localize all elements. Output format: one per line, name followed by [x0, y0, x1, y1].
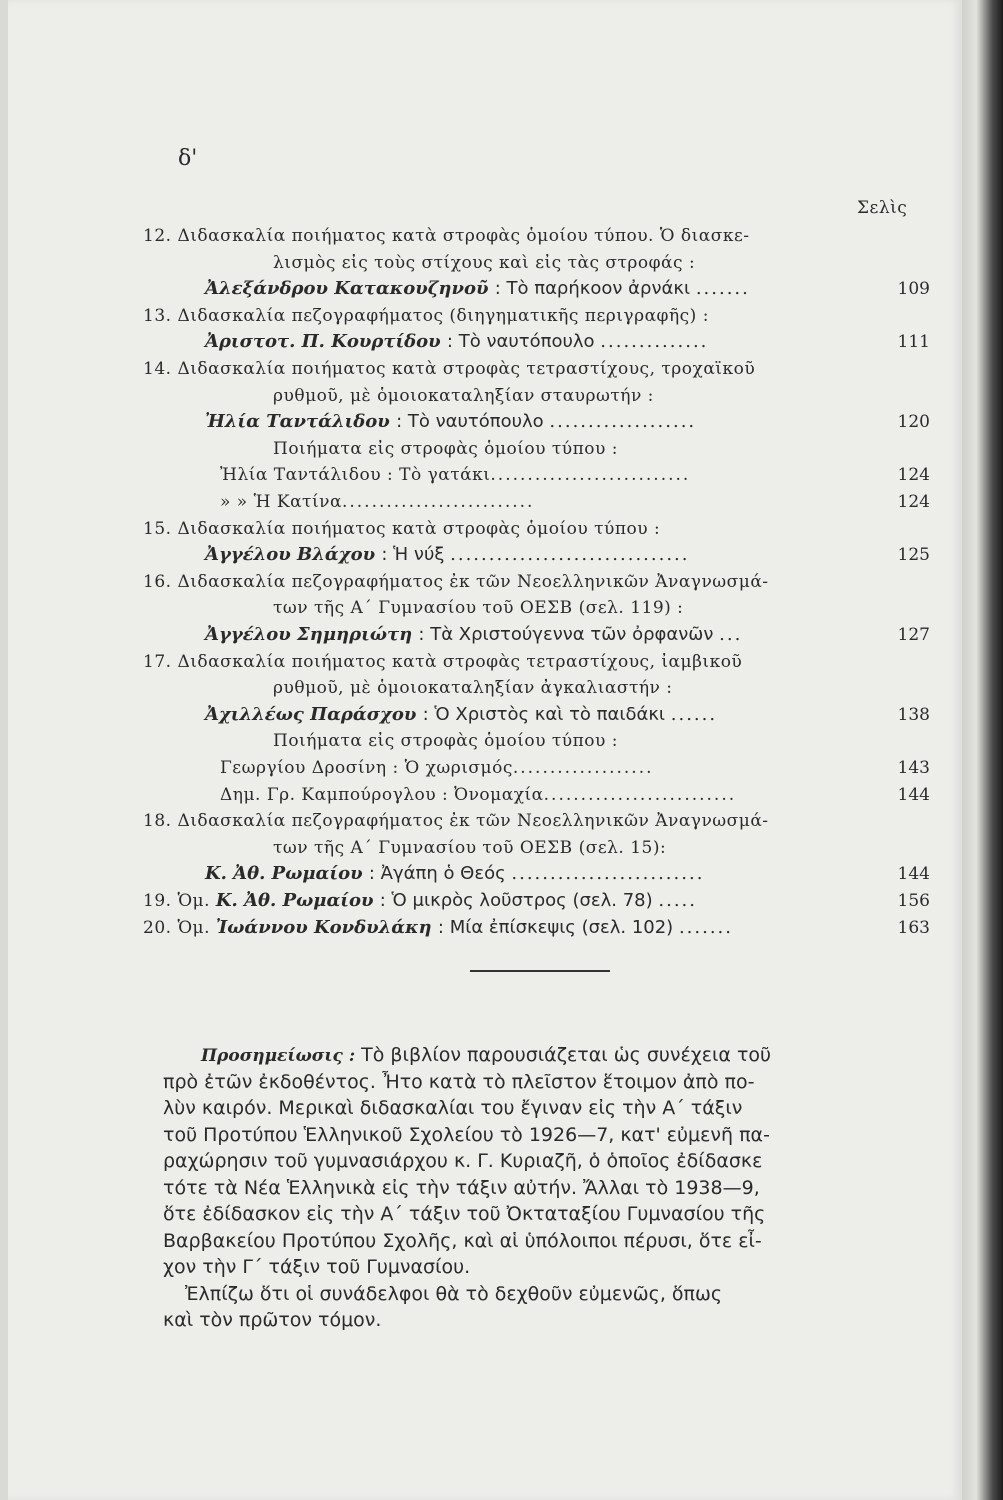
- toc-row: [205, 863, 704, 885]
- toc-title: : Μία ἐπίσκεψις (σελ. 102): [437, 916, 679, 938]
- leader-dots: ..............: [600, 331, 709, 353]
- toc-row: [143, 917, 733, 939]
- toc-row: [205, 624, 742, 646]
- toc-title: : Ἀγάπη ὁ Θεός: [368, 863, 512, 885]
- toc-row: [205, 331, 708, 353]
- preface-line: χον τὴν Γ΄ τάξιν τοῦ Γυμνασίου.: [163, 1256, 471, 1278]
- toc-page-number: 120: [897, 412, 930, 433]
- toc-entry-heading: 14. Διδασκαλία ποιήματος κατὰ στροφὰς τετραστίχους, τροχαϊκοῦ: [143, 359, 756, 379]
- preface-line: Ἐλπίζω ὅτι οἱ συνάδελφοι θὰ τὸ δεχθοῦν εὐμενῶς, ὅπως: [185, 1282, 723, 1305]
- leader-dots: .....: [658, 890, 697, 911]
- toc-row: [220, 784, 736, 806]
- leader-dots: ...........................: [490, 465, 691, 486]
- preface-line: ὅτε ἐδίδασκον εἰς τὴν Α΄ τάξιν τοῦ Ὀκταταξίου Γυμνασίου τῆς: [163, 1203, 766, 1225]
- toc-entry-heading-cont: λισμὸς εἰς τοὺς στίχους καὶ εἰς τὰς στροφάς :: [273, 252, 696, 273]
- toc-author: Ἰωάννου Κονδυλάκη: [215, 916, 438, 938]
- toc-entry-heading-cont: ρυθμοῦ, μὲ ὁμοιοκαταληξίαν ἀγκαλιαστήν :: [273, 678, 673, 699]
- toc-page-number: 138: [897, 704, 930, 725]
- toc-number: 20. Ὁμ.: [143, 917, 216, 938]
- toc-page-number: 124: [897, 465, 930, 486]
- leader-dots: .......: [678, 916, 733, 938]
- preface-line: Βαρβακείου Προτύπου Σχολῆς, καὶ αἱ ὑπόλοιποι πέρυσι, ὅτε εἶ-: [163, 1229, 762, 1252]
- preface-line: τότε τὰ Νέα Ἑλληνικὰ εἰς τὴν τάξιν αὐτήν. Ἄλλαι τὸ 1938—9,: [163, 1176, 760, 1199]
- toc-row: [220, 464, 690, 486]
- toc-entry-heading: 18. Διδασκαλία πεζογραφήματος ἐκ τῶν Νεοελληνικῶν Ἀναγνωσμά-: [143, 811, 769, 832]
- page-edge-shadow: [962, 0, 1003, 1500]
- leader-dots: ...: [719, 624, 743, 645]
- toc-entry-text: Ἠλία Ταντάλιδου : Τὸ γατάκι: [220, 465, 491, 486]
- toc-entry-heading: 15. Διδασκαλία ποιήματος κατὰ στροφὰς ὁμοίου τύπου :: [143, 518, 661, 539]
- toc-page-number: 125: [897, 545, 930, 566]
- toc-title: : Τὸ ναυτόπουλο: [396, 411, 550, 433]
- toc-row: [143, 890, 697, 912]
- preface-first-line: [163, 1042, 771, 1070]
- toc-author: Κ. Ἀθ. Ρωμαίου: [205, 863, 369, 885]
- toc-entry-heading: 12. Διδασκαλία ποιήματος κατὰ στροφὰς ὁμοίου τύπου. Ὁ διασκε-: [143, 226, 750, 246]
- leader-dots: .......: [695, 278, 750, 300]
- section-divider: [470, 970, 610, 972]
- toc-entry-heading-cont: των τῆς Α΄ Γυμνασίου τοῦ ΟΕΣΒ (σελ. 15):: [273, 837, 667, 858]
- toc-page-number: 144: [897, 864, 930, 885]
- preface-line: πρὸ ἐτῶν ἐκδοθέντος. Ἦτο κατὰ τὸ πλεῖστον ἕτοιμον ἀπὸ πο-: [163, 1070, 755, 1093]
- preface-line: τοῦ Προτύπου Ἑλληνικοῦ Σχολείου τὸ 1926—7, κατ' εὐμενῆ πα-: [163, 1123, 770, 1146]
- toc-entry-heading-cont: ρυθμοῦ, μὲ ὁμοιοκαταληξίαν σταυρωτήν :: [273, 385, 654, 406]
- toc-entry-text: Γεωργίου Δροσίνη : Ὁ χωρισμός: [220, 758, 513, 778]
- toc-row: [220, 491, 534, 513]
- preface-label: Προσημείωσις :: [201, 1046, 356, 1066]
- toc-page-number: 143: [897, 758, 930, 778]
- leader-dots: ...................: [549, 411, 697, 433]
- toc-number: 19. Ὁμ.: [143, 891, 216, 911]
- toc-author: Ἀχιλλέως Παράσχου: [205, 703, 423, 725]
- toc-title: : Τὸ ναυτόπουλο: [446, 331, 601, 353]
- toc-title: : Ὁ μικρὸς λοῦστρος (σελ. 78): [379, 890, 659, 911]
- toc-entry-heading: 13. Διδασκαλία πεζογραφήματος (διηγηματικῆς περιγραφῆς) :: [143, 305, 709, 326]
- toc-page-number: 124: [897, 492, 930, 512]
- leader-dots: ...................: [512, 758, 654, 778]
- toc-row: [205, 544, 690, 566]
- toc-author: Ἀλεξάνδρου Κατακουζηνοῦ: [205, 278, 495, 300]
- toc-page-number: 144: [897, 784, 930, 805]
- toc-row: [220, 757, 654, 779]
- toc-entry-heading: 17. Διδασκαλία ποιήματος κατὰ στροφὰς τετραστίχους, ἰαμβικοῦ: [143, 651, 743, 672]
- preface-line: ραχώρησιν τοῦ γυμνασιάρχου κ. Γ. Κυριαζῆ, ὁ ὁποῖος ἐδίδασκε: [163, 1150, 763, 1172]
- toc-author: Ἀγγέλου Βλάχου: [205, 544, 382, 566]
- toc-entry-heading-cont: των τῆς Α΄ Γυμνασίου τοῦ ΟΕΣΒ (σελ. 119) :: [273, 598, 684, 619]
- preface-line: λὺν καιρόν. Μερικαὶ διδασκαλίαι του ἔγιναν εἰς τὴν Α΄ τάξιν: [163, 1097, 743, 1119]
- leader-dots: ..........................: [543, 784, 737, 805]
- leader-dots: ..........................: [341, 492, 535, 512]
- preface-line: Τὸ βιβλίον παρουσιάζεται ὡς συνέχεια τοῦ: [361, 1044, 772, 1066]
- toc-page-number: 156: [897, 891, 930, 911]
- leader-dots: ......: [670, 703, 718, 725]
- preface-line: καὶ τὸν πρῶτον τόμον.: [163, 1309, 382, 1331]
- toc-row: [205, 704, 717, 726]
- toc-title: : Τὸ παρήκοον ἀρνάκι: [494, 278, 696, 300]
- toc-subheading: Ποιήματα εἰς στροφὰς ὁμοίου τύπου :: [273, 731, 618, 752]
- toc-author: Ἀριστοτ. Π. Κουρτίδου: [205, 331, 447, 353]
- toc-author: Ἠλία Ταντάλιδου: [205, 411, 397, 433]
- toc-subheading: Ποιήματα εἰς στροφὰς ὁμοίου τύπου :: [273, 438, 618, 459]
- toc-author: Κ. Ἀθ. Ρωμαίου: [215, 890, 380, 911]
- toc-page-number: 127: [897, 625, 930, 645]
- toc-entry-text: Δημ. Γρ. Καμπούρογλου : Ὀνομαχία: [220, 784, 544, 805]
- toc-title: : Ἡ νύξ: [381, 544, 451, 566]
- toc-author: Ἀγγέλου Σημηριώτη: [205, 624, 419, 645]
- page-marker: δ': [178, 146, 198, 171]
- leader-dots: ...............................: [450, 544, 690, 566]
- toc-row: [205, 411, 696, 433]
- toc-page-number: 163: [897, 917, 930, 938]
- toc-row: [205, 278, 750, 300]
- toc-title: : Τὰ Χριστούγεννα τῶν ὀρφανῶν: [418, 624, 720, 645]
- toc-page-number: 111: [897, 332, 930, 353]
- page-column-header: Σελὶς: [857, 198, 908, 218]
- toc-entry-text: » » Ἡ Κατίνα: [220, 492, 342, 512]
- leader-dots: .........................: [511, 863, 705, 885]
- toc-title: : Ὁ Χριστὸς καὶ τὸ παιδάκι: [422, 703, 671, 725]
- toc-page-number: 109: [897, 279, 930, 300]
- toc-entry-heading: 16. Διδασκαλία πεζογραφήματος ἐκ τῶν Νεοελληνικῶν Ἀναγνωσμά-: [143, 571, 769, 592]
